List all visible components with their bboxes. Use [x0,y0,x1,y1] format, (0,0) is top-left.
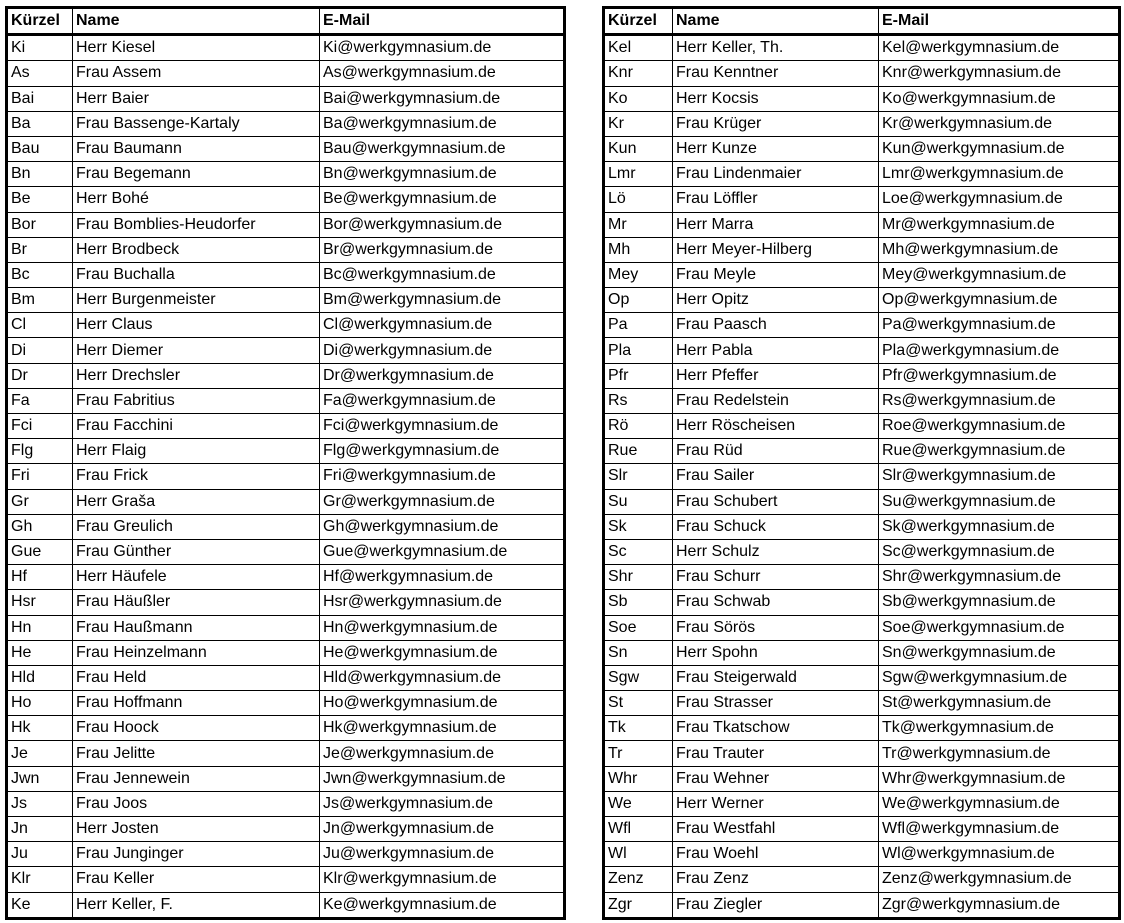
cell-email: Ju@werkgymnasium.de [320,842,565,867]
cell-code: Gr [7,489,73,514]
cell-code: Ju [7,842,73,867]
header-code: Kürzel [604,8,673,35]
cell-code: Lö [604,187,673,212]
table-row [604,61,1120,86]
cell-code: Wfl [604,817,673,842]
table-row [604,338,1120,363]
cell-code: Rue [604,439,673,464]
cell-email: Gr@werkgymnasium.de [320,489,565,514]
cell-code: Hsr [7,590,73,615]
cell-code: Bn [7,162,73,187]
cell-name: Frau Bomblies-Heudorfer [73,212,320,237]
cell-email: Knr@werkgymnasium.de [879,61,1120,86]
cell-code: Di [7,338,73,363]
table-row [604,187,1120,212]
cell-code: Op [604,288,673,313]
cell-name: Herr Werner [673,791,879,816]
cell-email: Mey@werkgymnasium.de [879,262,1120,287]
cell-email: Zenz@werkgymnasium.de [879,867,1120,892]
cell-name: Frau Strasser [673,691,879,716]
cell-code: Pa [604,313,673,338]
cell-email: Roe@werkgymnasium.de [879,414,1120,439]
cell-code: Je [7,741,73,766]
cell-name: Herr Meyer-Hilberg [673,237,879,262]
cell-name: Frau Schurr [673,565,879,590]
cell-email: Pfr@werkgymnasium.de [879,363,1120,388]
table-row [7,111,565,136]
table-row [604,288,1120,313]
table-row [604,439,1120,464]
cell-code: Sk [604,514,673,539]
cell-email: Zgr@werkgymnasium.de [879,892,1120,918]
cell-name: Frau Schubert [673,489,879,514]
header-name: Name [73,8,320,35]
cell-email: Pla@werkgymnasium.de [879,338,1120,363]
cell-code: Knr [604,61,673,86]
table-row [7,590,565,615]
cell-email: Dr@werkgymnasium.de [320,363,565,388]
cell-name: Herr Kunze [673,136,879,161]
cell-code: Sc [604,539,673,564]
table-row [7,766,565,791]
cell-name: Herr Drechsler [73,363,320,388]
cell-email: Di@werkgymnasium.de [320,338,565,363]
cell-code: Fci [7,414,73,439]
cell-email: Rs@werkgymnasium.de [879,388,1120,413]
cell-name: Herr Burgenmeister [73,288,320,313]
cell-email: Tr@werkgymnasium.de [879,741,1120,766]
table-row [7,691,565,716]
cell-email: Bai@werkgymnasium.de [320,86,565,111]
table-row [604,35,1120,61]
table-row [604,111,1120,136]
cell-email: Jwn@werkgymnasium.de [320,766,565,791]
cell-code: Soe [604,615,673,640]
cell-email: Hsr@werkgymnasium.de [320,590,565,615]
cell-code: Ba [7,111,73,136]
cell-code: Slr [604,464,673,489]
cell-code: Kr [604,111,673,136]
cell-name: Frau Frick [73,464,320,489]
cell-name: Herr Keller, F. [73,892,320,918]
cell-code: As [7,61,73,86]
table-row [604,640,1120,665]
cell-name: Herr Opitz [673,288,879,313]
cell-email: Sc@werkgymnasium.de [879,539,1120,564]
cell-email: Bc@werkgymnasium.de [320,262,565,287]
header-row [7,8,565,35]
cell-email: Loe@werkgymnasium.de [879,187,1120,212]
cell-name: Frau Begemann [73,162,320,187]
cell-code: Hn [7,615,73,640]
cell-code: Flg [7,439,73,464]
cell-code: Js [7,791,73,816]
table-row [604,691,1120,716]
cell-email: Sb@werkgymnasium.de [879,590,1120,615]
table-row [7,212,565,237]
cell-email: Bau@werkgymnasium.de [320,136,565,161]
cell-name: Frau Lindenmaier [673,162,879,187]
cell-code: Bc [7,262,73,287]
cell-code: Be [7,187,73,212]
cell-email: Wfl@werkgymnasium.de [879,817,1120,842]
table-row [7,187,565,212]
cell-name: Frau Jennewein [73,766,320,791]
cell-email: Fci@werkgymnasium.de [320,414,565,439]
staff-table-right [602,6,1121,920]
cell-name: Frau Haußmann [73,615,320,640]
table-row [7,414,565,439]
table-row [7,136,565,161]
cell-email: Hn@werkgymnasium.de [320,615,565,640]
cell-name: Frau Woehl [673,842,879,867]
cell-email: Whr@werkgymnasium.de [879,766,1120,791]
cell-name: Herr Bohé [73,187,320,212]
cell-email: Klr@werkgymnasium.de [320,867,565,892]
table-row [7,489,565,514]
cell-code: Su [604,489,673,514]
cell-code: Lmr [604,162,673,187]
cell-code: Hk [7,716,73,741]
cell-name: Frau Baumann [73,136,320,161]
table-row [7,791,565,816]
cell-name: Frau Keller [73,867,320,892]
table-row [7,439,565,464]
table-row [604,514,1120,539]
table-row [604,388,1120,413]
table-row [7,262,565,287]
cell-name: Frau Ziegler [673,892,879,918]
cell-code: Hf [7,565,73,590]
table-row [604,414,1120,439]
table-row [604,867,1120,892]
table-row [604,464,1120,489]
table-row [604,162,1120,187]
cell-email: Kr@werkgymnasium.de [879,111,1120,136]
cell-name: Herr Röscheisen [673,414,879,439]
cell-code: Zenz [604,867,673,892]
cell-name: Herr Flaig [73,439,320,464]
cell-name: Frau Paasch [673,313,879,338]
table-row [604,565,1120,590]
cell-email: Hld@werkgymnasium.de [320,665,565,690]
header-code: Kürzel [7,8,73,35]
cell-name: Herr Diemer [73,338,320,363]
cell-code: Br [7,237,73,262]
table-row [604,766,1120,791]
table-row [604,86,1120,111]
table-row [604,615,1120,640]
table-row [7,817,565,842]
cell-name: Frau Greulich [73,514,320,539]
cell-code: Kun [604,136,673,161]
cell-name: Frau Junginger [73,842,320,867]
cell-email: Sk@werkgymnasium.de [879,514,1120,539]
cell-email: Mh@werkgymnasium.de [879,237,1120,262]
cell-code: Sgw [604,665,673,690]
cell-email: Ba@werkgymnasium.de [320,111,565,136]
cell-email: Tk@werkgymnasium.de [879,716,1120,741]
cell-name: Frau Sörös [673,615,879,640]
table-row [604,892,1120,918]
cell-email: Ko@werkgymnasium.de [879,86,1120,111]
table-row [7,338,565,363]
table-row [604,136,1120,161]
cell-code: Fri [7,464,73,489]
cell-code: Bai [7,86,73,111]
cell-name: Frau Schuck [673,514,879,539]
table-row [7,842,565,867]
cell-code: Sn [604,640,673,665]
cell-code: We [604,791,673,816]
cell-email: Shr@werkgymnasium.de [879,565,1120,590]
cell-code: Bm [7,288,73,313]
table-row [7,565,565,590]
cell-code: Rs [604,388,673,413]
cell-email: Op@werkgymnasium.de [879,288,1120,313]
table-row [7,665,565,690]
cell-code: Ki [7,35,73,61]
cell-name: Frau Kenntner [673,61,879,86]
table-row [7,514,565,539]
cell-name: Frau Westfahl [673,817,879,842]
cell-code: Tk [604,716,673,741]
cell-name: Herr Claus [73,313,320,338]
cell-email: Be@werkgymnasium.de [320,187,565,212]
cell-name: Frau Joos [73,791,320,816]
cell-code: Ko [604,86,673,111]
cell-code: Shr [604,565,673,590]
cell-name: Frau Buchalla [73,262,320,287]
cell-code: Klr [7,867,73,892]
table-row [604,842,1120,867]
cell-name: Frau Bassenge-Kartaly [73,111,320,136]
cell-code: Fa [7,388,73,413]
header-name: Name [673,8,879,35]
cell-email: Bm@werkgymnasium.de [320,288,565,313]
table-row [7,388,565,413]
cell-code: Dr [7,363,73,388]
cell-email: As@werkgymnasium.de [320,61,565,86]
table-row [7,86,565,111]
cell-code: Mey [604,262,673,287]
cell-code: Bau [7,136,73,161]
table-row [7,464,565,489]
cell-email: Ke@werkgymnasium.de [320,892,565,918]
table-row [7,313,565,338]
table-row [7,640,565,665]
cell-email: Lmr@werkgymnasium.de [879,162,1120,187]
cell-name: Frau Krüger [673,111,879,136]
cell-name: Frau Sailer [673,464,879,489]
cell-email: Sn@werkgymnasium.de [879,640,1120,665]
table-row [7,288,565,313]
cell-name: Herr Pfeffer [673,363,879,388]
cell-name: Herr Spohn [673,640,879,665]
cell-email: Soe@werkgymnasium.de [879,615,1120,640]
cell-email: Su@werkgymnasium.de [879,489,1120,514]
header-email: E-Mail [320,8,565,35]
cell-email: Cl@werkgymnasium.de [320,313,565,338]
cell-name: Frau Held [73,665,320,690]
table-row [7,162,565,187]
cell-code: Tr [604,741,673,766]
cell-email: Kun@werkgymnasium.de [879,136,1120,161]
cell-code: Hld [7,665,73,690]
cell-name: Frau Steigerwald [673,665,879,690]
cell-email: Hk@werkgymnasium.de [320,716,565,741]
cell-code: Zgr [604,892,673,918]
table-row [604,791,1120,816]
cell-code: Jwn [7,766,73,791]
table-row [604,489,1120,514]
cell-code: He [7,640,73,665]
cell-email: Wl@werkgymnasium.de [879,842,1120,867]
cell-name: Frau Heinzelmann [73,640,320,665]
cell-name: Frau Jelitte [73,741,320,766]
cell-email: Gue@werkgymnasium.de [320,539,565,564]
cell-name: Frau Facchini [73,414,320,439]
table-row [7,237,565,262]
cell-email: Hf@werkgymnasium.de [320,565,565,590]
cell-email: Rue@werkgymnasium.de [879,439,1120,464]
table-row [7,61,565,86]
cell-code: Jn [7,817,73,842]
cell-code: Pfr [604,363,673,388]
cell-name: Herr Pabla [673,338,879,363]
cell-name: Frau Löffler [673,187,879,212]
cell-name: Herr Keller, Th. [673,35,879,61]
table-row [604,363,1120,388]
cell-code: Ke [7,892,73,918]
cell-email: Br@werkgymnasium.de [320,237,565,262]
table-row [7,741,565,766]
cell-code: Rö [604,414,673,439]
cell-name: Frau Wehner [673,766,879,791]
cell-name: Frau Assem [73,61,320,86]
cell-email: We@werkgymnasium.de [879,791,1120,816]
cell-email: Ho@werkgymnasium.de [320,691,565,716]
cell-code: Pla [604,338,673,363]
cell-code: St [604,691,673,716]
cell-email: Bor@werkgymnasium.de [320,212,565,237]
cell-email: Fa@werkgymnasium.de [320,388,565,413]
table-row [604,817,1120,842]
cell-name: Frau Rüd [673,439,879,464]
cell-code: Mr [604,212,673,237]
cell-email: He@werkgymnasium.de [320,640,565,665]
cell-name: Frau Trauter [673,741,879,766]
cell-name: Frau Fabritius [73,388,320,413]
cell-name: Herr Graša [73,489,320,514]
cell-email: Slr@werkgymnasium.de [879,464,1120,489]
table-row [604,539,1120,564]
table-row [604,590,1120,615]
cell-email: Pa@werkgymnasium.de [879,313,1120,338]
header-email: E-Mail [879,8,1120,35]
cell-name: Herr Marra [673,212,879,237]
cell-code: Cl [7,313,73,338]
table-row [7,363,565,388]
table-row [604,262,1120,287]
cell-email: St@werkgymnasium.de [879,691,1120,716]
cell-name: Herr Brodbeck [73,237,320,262]
cell-code: Wl [604,842,673,867]
cell-name: Herr Schulz [673,539,879,564]
cell-name: Frau Schwab [673,590,879,615]
cell-code: Whr [604,766,673,791]
cell-name: Herr Baier [73,86,320,111]
cell-name: Frau Häußler [73,590,320,615]
header-row [604,8,1120,35]
table-row [7,615,565,640]
cell-name: Frau Hoock [73,716,320,741]
table-row [604,741,1120,766]
cell-email: Je@werkgymnasium.de [320,741,565,766]
cell-email: Ki@werkgymnasium.de [320,35,565,61]
table-row [604,313,1120,338]
cell-email: Flg@werkgymnasium.de [320,439,565,464]
cell-name: Herr Josten [73,817,320,842]
staff-table-left [5,6,566,920]
cell-email: Sgw@werkgymnasium.de [879,665,1120,690]
cell-name: Frau Redelstein [673,388,879,413]
cell-name: Frau Tkatschow [673,716,879,741]
table-row [604,665,1120,690]
cell-name: Frau Hoffmann [73,691,320,716]
cell-email: Js@werkgymnasium.de [320,791,565,816]
cell-email: Fri@werkgymnasium.de [320,464,565,489]
cell-name: Herr Kiesel [73,35,320,61]
cell-code: Sb [604,590,673,615]
cell-email: Jn@werkgymnasium.de [320,817,565,842]
cell-code: Bor [7,212,73,237]
cell-email: Bn@werkgymnasium.de [320,162,565,187]
cell-code: Gh [7,514,73,539]
cell-code: Mh [604,237,673,262]
table-row [604,716,1120,741]
table-row [604,212,1120,237]
cell-name: Herr Kocsis [673,86,879,111]
cell-name: Frau Meyle [673,262,879,287]
cell-name: Frau Zenz [673,867,879,892]
cell-code: Ho [7,691,73,716]
cell-email: Kel@werkgymnasium.de [879,35,1120,61]
table-row [7,867,565,892]
table-row [604,237,1120,262]
cell-name: Herr Häufele [73,565,320,590]
cell-code: Gue [7,539,73,564]
cell-code: Kel [604,35,673,61]
cell-email: Gh@werkgymnasium.de [320,514,565,539]
cell-name: Frau Günther [73,539,320,564]
table-row [7,716,565,741]
table-row [7,539,565,564]
table-row [7,892,565,918]
table-row [7,35,565,61]
cell-email: Mr@werkgymnasium.de [879,212,1120,237]
